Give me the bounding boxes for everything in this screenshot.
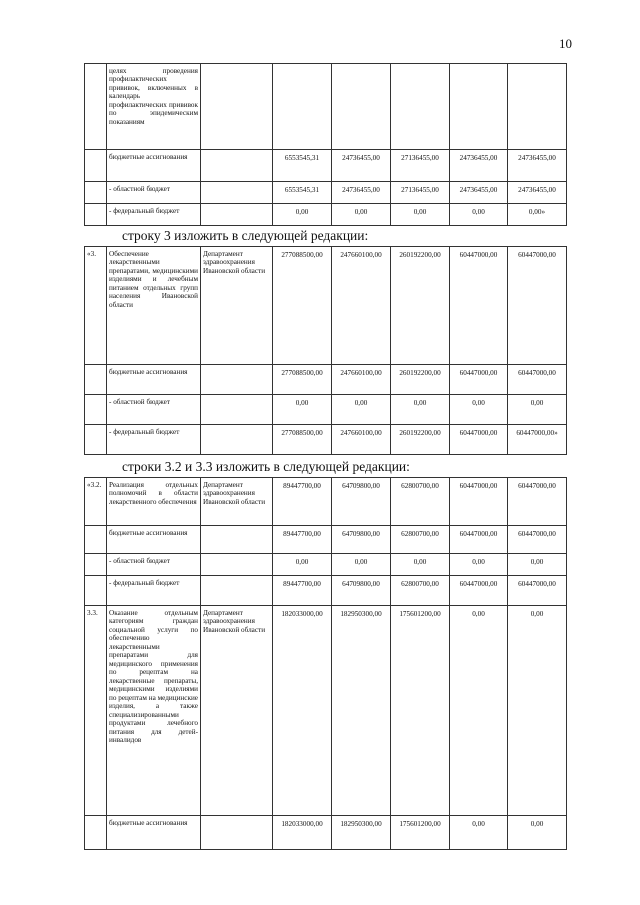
value-2018: 89447700,00	[273, 576, 332, 606]
row-label: - областной бюджет	[107, 395, 201, 425]
value-2021: 60447000,00	[450, 247, 508, 365]
value-2019: 182950300,00	[332, 606, 391, 816]
value-2019: 247660100,00	[332, 365, 391, 395]
row-department	[201, 395, 273, 425]
value-2021: 24736455,00	[450, 182, 508, 204]
row-department	[201, 182, 273, 204]
row-number	[85, 816, 107, 850]
value-2020: 62800700,00	[391, 478, 450, 526]
row-number	[85, 64, 107, 150]
value-2022: 24736455,00	[508, 150, 567, 182]
value-2022: 60447000,00	[508, 478, 567, 526]
value-2022: 0,00	[508, 395, 567, 425]
value-2019: 64709800,00	[332, 478, 391, 526]
value-2018: 277088500,00	[273, 425, 332, 455]
row-number	[85, 395, 107, 425]
value-2020: 0,00	[391, 554, 450, 576]
row-number	[85, 150, 107, 182]
row-number: «3.	[85, 247, 107, 365]
value-2021: 0,00	[450, 554, 508, 576]
row-label: Оказание отдельным категориям граждан социальной услуги по обеспечению лекарственными препаратами для медицинского применения по рецептам на лекарственные препараты, медицинскими изделиями по рецептам на медицинские изделия, а также специализированными продуктами лечебного питания для детей-инвалидов	[107, 606, 201, 816]
table-row	[85, 182, 567, 204]
value-2020: 62800700,00	[391, 576, 450, 606]
value-2020: 260192200,00	[391, 425, 450, 455]
row-label: бюджетные ассигнования	[107, 150, 201, 182]
row-department	[201, 64, 273, 150]
table-row	[85, 478, 567, 526]
value-2018: 182033000,00	[273, 606, 332, 816]
row-label: - федеральный бюджет	[107, 576, 201, 606]
value-2022: 60447000,00»	[508, 425, 567, 455]
row-label: - федеральный бюджет	[107, 425, 201, 455]
table-row	[85, 365, 567, 395]
value-2021: 0,00	[450, 606, 508, 816]
row-number	[85, 576, 107, 606]
value-2019	[332, 64, 391, 150]
value-2018: 0,00	[273, 204, 332, 226]
row-department: Департамент здравоохранения Ивановской области	[201, 606, 273, 816]
row-department	[201, 554, 273, 576]
row-department	[201, 425, 273, 455]
row-number	[85, 425, 107, 455]
value-2022: 0,00	[508, 554, 567, 576]
table-row	[85, 204, 567, 226]
value-2020: 260192200,00	[391, 365, 450, 395]
section-heading-1: строку 3 изложить в следующей редакции:	[122, 228, 369, 243]
value-2018: 89447700,00	[273, 478, 332, 526]
value-2020	[391, 64, 450, 150]
value-2021: 24736455,00	[450, 150, 508, 182]
row-department: Департамент здравоохранения Ивановской области	[201, 247, 273, 365]
row-label: - федеральный бюджет	[107, 204, 201, 226]
value-2021: 0,00	[450, 816, 508, 850]
value-2018: 277088500,00	[273, 247, 332, 365]
row-number: 3.3.	[85, 606, 107, 816]
table-row	[85, 606, 567, 816]
table-row	[85, 526, 567, 554]
value-2022: 60447000,00	[508, 576, 567, 606]
value-2019: 0,00	[332, 204, 391, 226]
value-2019: 247660100,00	[332, 425, 391, 455]
row-label: Обеспечение лекарственными препаратами, медицинскими изделиями и лечебным питанием отдельных групп населения Ивановской области	[107, 247, 201, 365]
value-2018: 182033000,00	[273, 816, 332, 850]
row-label: целях проведения профилактических прививок, включенных в календарь профилактических прививок по эпидемическим показаниям	[107, 64, 201, 150]
value-2022: 24736455,00	[508, 182, 567, 204]
row-label: Реализация отдельных полномочий в области лекарственного обеспечения	[107, 478, 201, 526]
value-2018: 6553545,31	[273, 150, 332, 182]
value-2020: 62800700,00	[391, 526, 450, 554]
value-2018: 89447700,00	[273, 526, 332, 554]
budget-table-2	[84, 246, 567, 455]
row-number	[85, 365, 107, 395]
value-2020: 27136455,00	[391, 182, 450, 204]
row-label: бюджетные ассигнования	[107, 365, 201, 395]
table-row	[85, 150, 567, 182]
value-2021: 60447000,00	[450, 425, 508, 455]
table-row	[85, 247, 567, 365]
table-row	[85, 395, 567, 425]
section-heading-2: строки 3.2 и 3.3 изложить в следующей редакции:	[122, 459, 410, 474]
value-2020: 0,00	[391, 204, 450, 226]
value-2019: 0,00	[332, 395, 391, 425]
row-label: бюджетные ассигнования	[107, 526, 201, 554]
table-row	[85, 554, 567, 576]
value-2018: 0,00	[273, 554, 332, 576]
table-row	[85, 816, 567, 850]
value-2022: 0,00	[508, 606, 567, 816]
row-number	[85, 204, 107, 226]
value-2018: 6553545,31	[273, 182, 332, 204]
value-2022: 60447000,00	[508, 247, 567, 365]
row-department	[201, 816, 273, 850]
value-2018	[273, 64, 332, 150]
value-2021	[450, 64, 508, 150]
value-2020: 175601200,00	[391, 816, 450, 850]
value-2020: 27136455,00	[391, 150, 450, 182]
row-number: «3.2.	[85, 478, 107, 526]
value-2019: 64709800,00	[332, 526, 391, 554]
value-2022: 60447000,00	[508, 365, 567, 395]
value-2019: 24736455,00	[332, 150, 391, 182]
row-department	[201, 526, 273, 554]
row-label: - областной бюджет	[107, 182, 201, 204]
value-2021: 0,00	[450, 204, 508, 226]
value-2021: 0,00	[450, 395, 508, 425]
table-row	[85, 425, 567, 455]
page-number: 10	[559, 36, 572, 51]
value-2019: 24736455,00	[332, 182, 391, 204]
table-row	[85, 576, 567, 606]
budget-table-1	[84, 63, 567, 226]
value-2022: 0,00	[508, 816, 567, 850]
value-2020: 260192200,00	[391, 247, 450, 365]
value-2019: 182950300,00	[332, 816, 391, 850]
value-2020: 175601200,00	[391, 606, 450, 816]
row-department: Департамент здравоохранения Ивановской области	[201, 478, 273, 526]
row-label: - областной бюджет	[107, 554, 201, 576]
value-2019: 247660100,00	[332, 247, 391, 365]
value-2021: 60447000,00	[450, 526, 508, 554]
row-number	[85, 554, 107, 576]
value-2022: 60447000,00	[508, 526, 567, 554]
value-2022	[508, 64, 567, 150]
budget-table-3	[84, 477, 567, 850]
value-2019: 0,00	[332, 554, 391, 576]
value-2018: 0,00	[273, 395, 332, 425]
value-2021: 60447000,00	[450, 365, 508, 395]
row-number	[85, 182, 107, 204]
row-department	[201, 365, 273, 395]
row-label: бюджетные ассигнования	[107, 816, 201, 850]
row-department	[201, 576, 273, 606]
value-2019: 64709800,00	[332, 576, 391, 606]
value-2021: 60447000,00	[450, 478, 508, 526]
row-department	[201, 204, 273, 226]
table-row	[85, 64, 567, 150]
value-2018: 277088500,00	[273, 365, 332, 395]
row-number	[85, 526, 107, 554]
value-2020: 0,00	[391, 395, 450, 425]
value-2021: 60447000,00	[450, 576, 508, 606]
row-department	[201, 150, 273, 182]
value-2022: 0,00»	[508, 204, 567, 226]
